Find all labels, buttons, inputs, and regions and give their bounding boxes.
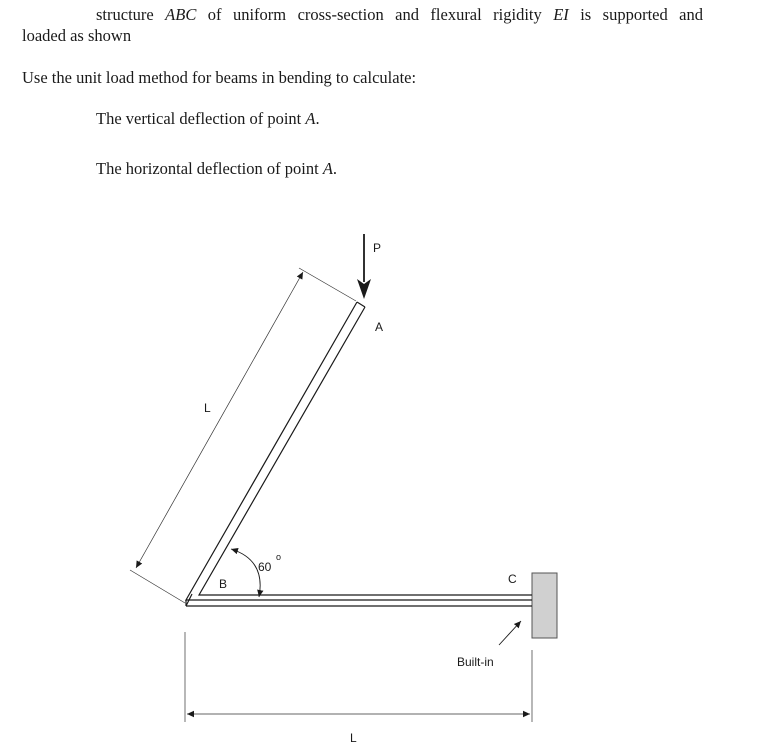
extension-line-b [130,570,185,603]
angle-arc [231,549,260,597]
dimension-inclined-length [130,268,356,603]
flexural-rigidity-symbol: EI [553,5,569,24]
task-vertical-text: The vertical deflection of point [96,109,306,128]
task-horizontal-point: A [322,159,333,178]
support-label: Built-in [457,655,494,669]
extension-line-a [299,268,356,301]
point-b-label: B [219,577,228,591]
problem-instruction: Use the unit load method for beams in bending to calculate: [22,68,417,87]
point-c-label: C [508,572,517,586]
horizontal-length-label: L [350,731,357,745]
problem-intro-line-2: loaded as shown [22,26,132,45]
structure-name: ABC [165,5,197,24]
beam-abc [186,302,532,606]
intro-text-3: is supported and [568,5,703,24]
task-vertical-point: A [305,109,316,128]
load-label: P [373,241,382,255]
built-in-wall [532,573,557,638]
dimension-horizontal-length [185,632,532,722]
beam-end-cap-a [357,302,365,307]
task-horizontal-period: . [332,159,338,178]
angle-label: 60 [258,560,272,574]
task-horizontal-text: The horizontal deflection of point [96,159,323,178]
intro-text-1: structure [96,5,166,24]
load-p [357,234,371,299]
task-vertical-period: . [315,109,320,128]
point-a-label: A [375,320,384,334]
support-pointer-arrow [499,621,521,645]
intro-text-2: of uniform cross-section and flexural rigidity [196,5,554,24]
angle-degree-symbol: o [276,552,282,562]
beam-outer-edge [186,302,532,600]
beam-inner-edge [199,307,532,595]
inclined-dimension-line [136,272,303,568]
inclined-length-label: L [204,401,211,415]
